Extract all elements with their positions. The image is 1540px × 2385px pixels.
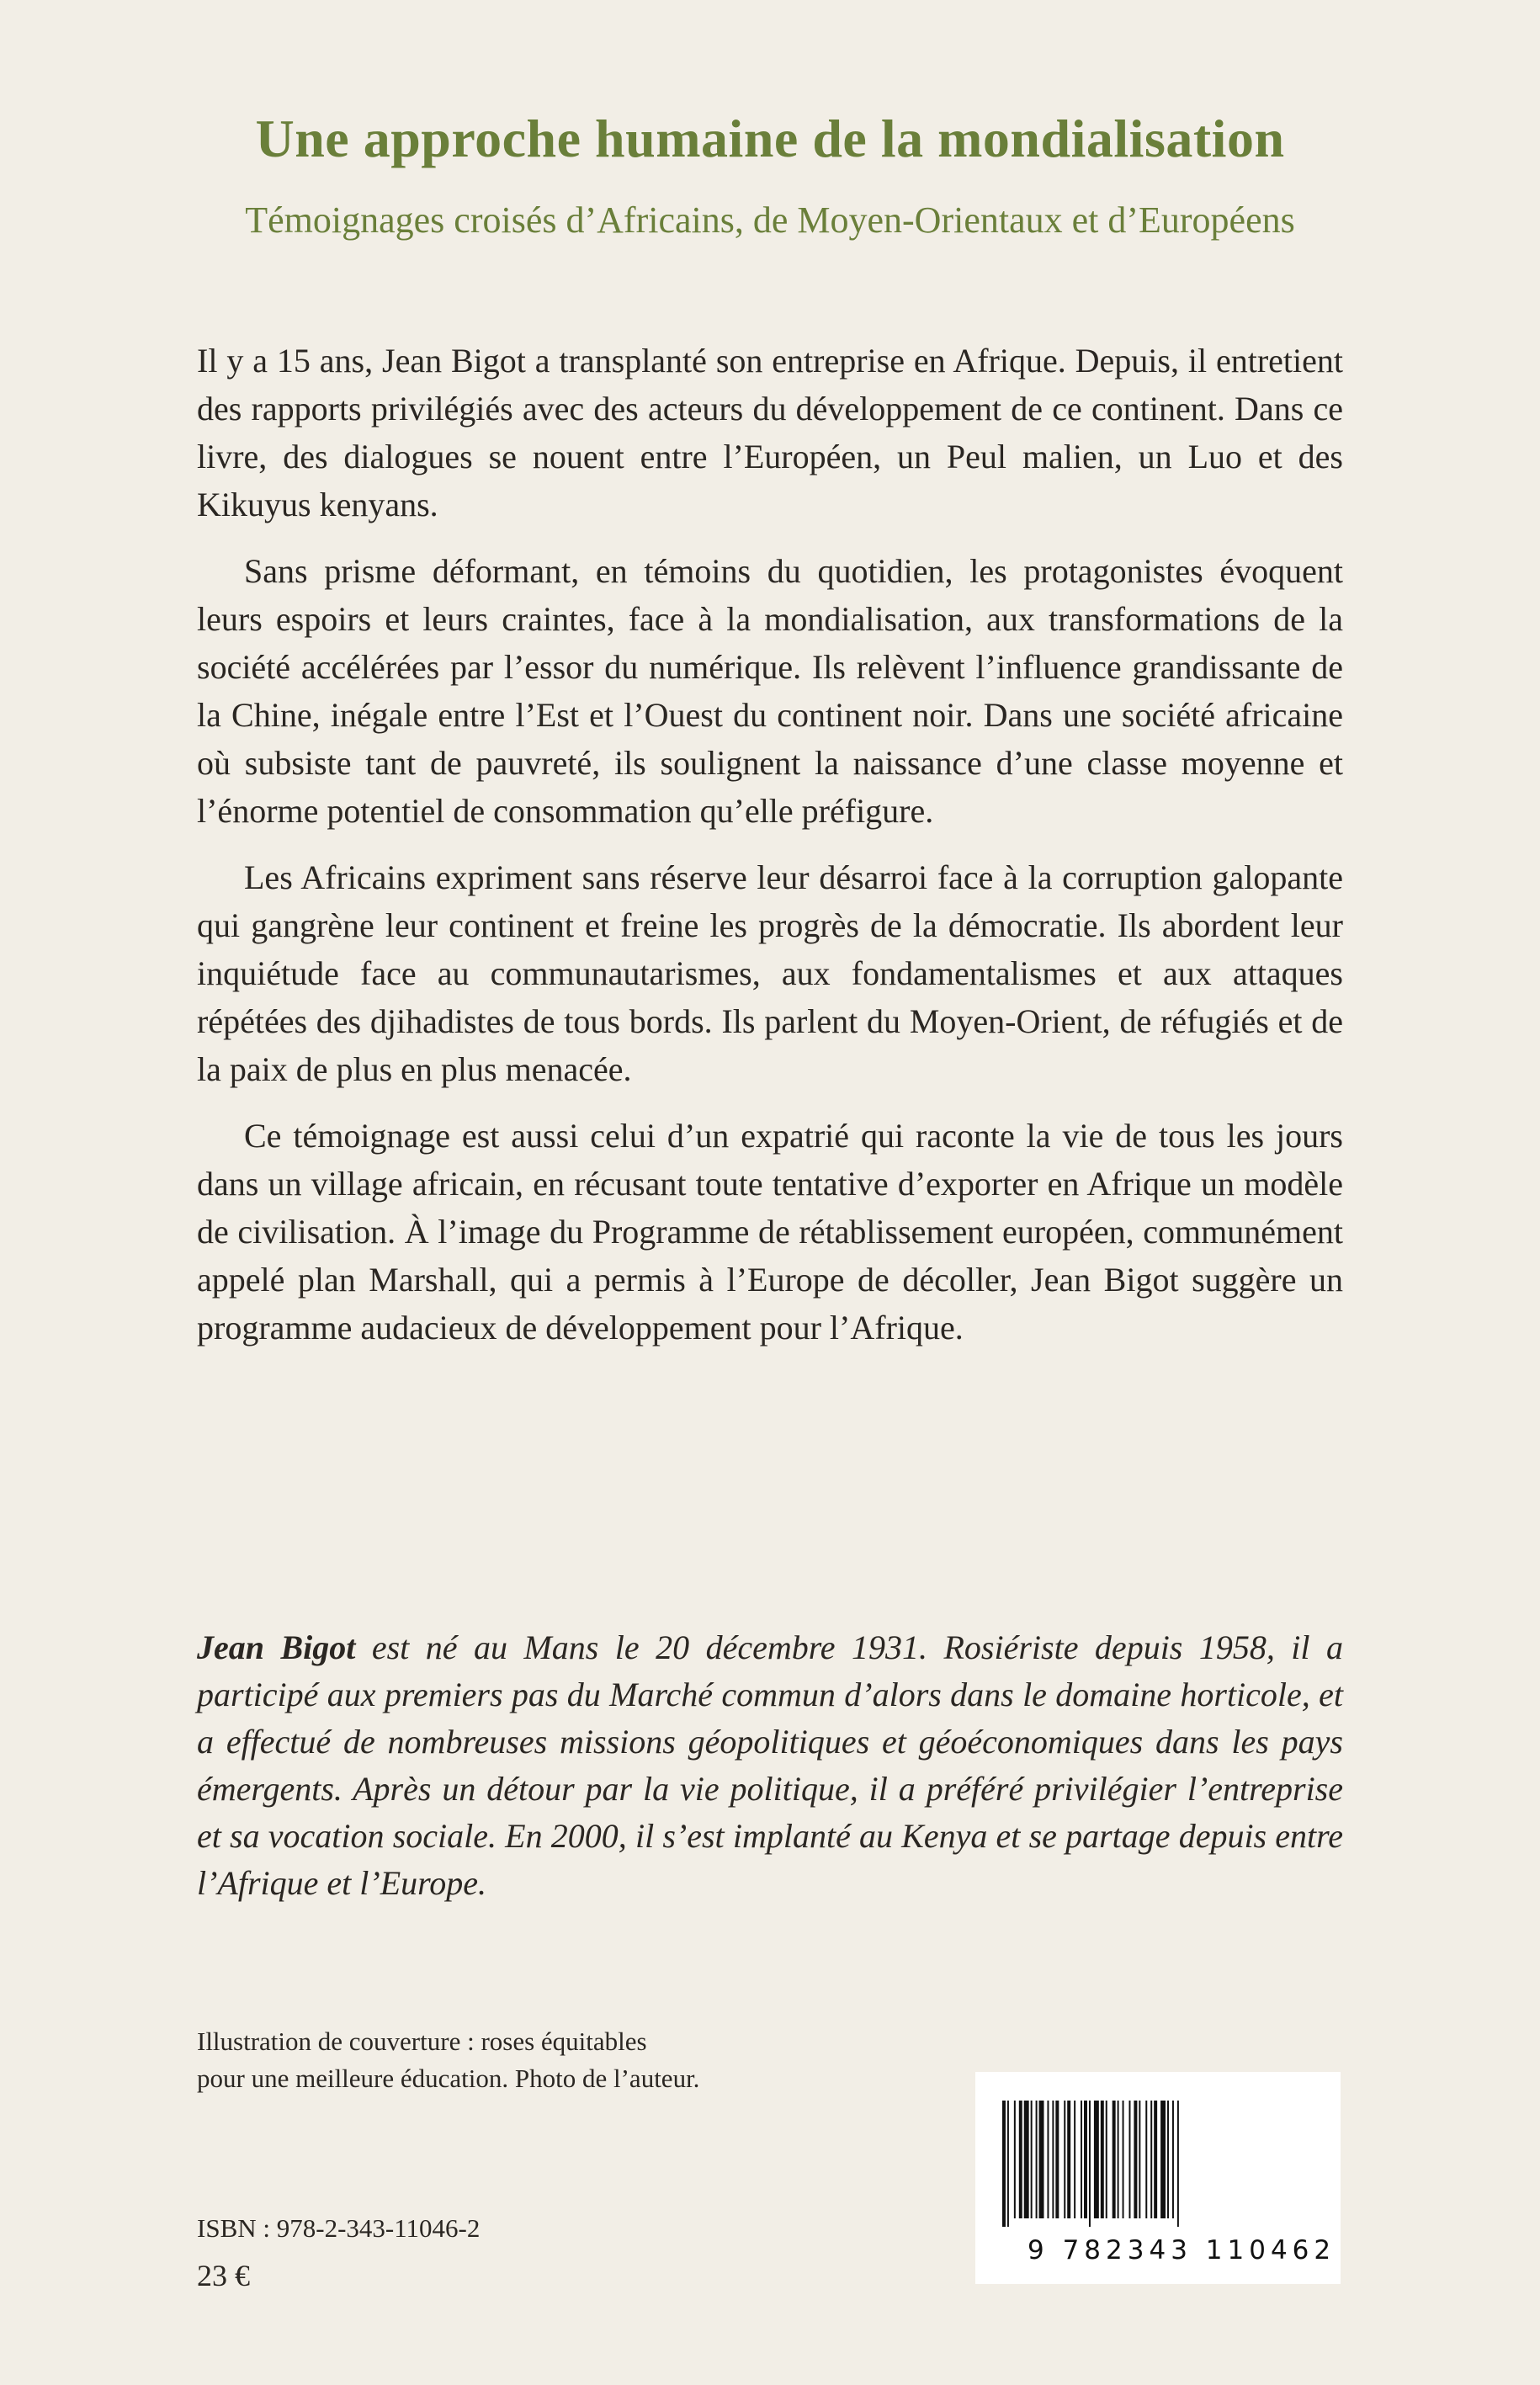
barcode-bar xyxy=(1139,2101,1140,2218)
barcode-bar xyxy=(1172,2101,1174,2218)
barcode-bar xyxy=(1007,2101,1009,2227)
barcode-bar xyxy=(1031,2101,1033,2218)
barcode-bar xyxy=(1160,2101,1166,2218)
price: 23 € xyxy=(197,2259,250,2292)
author-name: Jean Bigot xyxy=(197,1628,356,1666)
cover-credit-line: Illustration de couverture : roses équitables xyxy=(197,2026,647,2056)
blurb-paragraph: Il y a 15 ans, Jean Bigot a transplanté son entreprise en Afrique. Depuis, il entretient des rapports privilégiés avec des acteurs du développement de ce continent. Dans ce livre, des dialogues se nouent entre l’Européen, un Peul malien, un Luo et des Kikuyus kenyans. xyxy=(197,342,1343,523)
barcode-bar xyxy=(1118,2101,1119,2218)
barcode-bar xyxy=(1024,2101,1029,2218)
barcode-bar xyxy=(1064,2101,1065,2218)
isbn: ISBN : 978-2-343-11046-2 xyxy=(197,2213,481,2243)
cover-credit-line: pour une meilleure éducation. Photo de l’auteur. xyxy=(197,2064,700,2093)
barcode-bar xyxy=(1039,2101,1044,2218)
barcode-bar xyxy=(1019,2101,1022,2218)
book-subtitle: Témoignages croisés d’Africains, de Moyen-Orientaux et d’Européens xyxy=(245,199,1295,241)
barcode-bar xyxy=(1150,2101,1152,2218)
barcode-bar xyxy=(1089,2101,1091,2227)
barcode-bar xyxy=(1113,2101,1116,2218)
barcode-bar xyxy=(1094,2101,1099,2218)
blurb-paragraph: Les Africains expriment sans réserve leur désarroi face à la corruption galopante qui gangrène leur continent et freine les progrès de la démocratie. Ils abordent leur inquiétude face au communautarismes, aux fondamentalismes et aux attaques répétées des djihadistes de tous bords. Ils parlent du Moyen-Orient, de réfugiés et de la paix de plus en plus menacée. xyxy=(197,858,1343,1088)
barcode-bar xyxy=(1106,2101,1107,2218)
barcode-bar xyxy=(1154,2101,1157,2218)
blurb-paragraph: Ce témoignage est aussi celui d’un expatrié qui raconte la vie de tous les jours dans un village africain, en récusant toute tentative d’exporter en Afrique un modèle de civilisation. À l’image du Programme de rétablissement européen, communément appelé plan Marshall, qui a permis à l’Europe de décoller, Jean Bigot suggère un programme audacieux de développement pour l’Afrique. xyxy=(197,1117,1343,1347)
barcode-bar xyxy=(1081,2101,1082,2218)
barcode-bar xyxy=(1047,2101,1049,2218)
book-title: Une approche humaine de la mondialisation xyxy=(255,109,1285,168)
author-bio xyxy=(197,1624,1343,1907)
back-cover-blurb xyxy=(197,337,1343,1370)
barcode-bar xyxy=(1177,2101,1179,2227)
barcode-bar xyxy=(1052,2101,1054,2218)
barcode-bar xyxy=(1067,2101,1070,2218)
barcode-bar xyxy=(1167,2101,1169,2218)
author-bio-text: est né au Mans le 20 décembre 1931. Rosiériste depuis 1958, il a participé aux premiers pas du Marché commun d’alors dans le domaine horticole, et a effectué de nombreuses missions géopolitiques et géoéconomiques dans les pays émergents. Après un détour par la vie politique, il a préféré privilégier l’entreprise et sa vocation sociale. En 2000, il s’est implanté au Kenya et se partage depuis entre l’Afrique et l’Europe. xyxy=(197,1628,1343,1902)
barcode-bar xyxy=(1014,2101,1016,2218)
cover-credit xyxy=(197,2023,853,2097)
barcode xyxy=(975,2072,1341,2284)
barcode-bar xyxy=(1084,2101,1087,2218)
barcode-bar xyxy=(1128,2101,1130,2218)
barcode-bar xyxy=(1134,2101,1137,2218)
barcode-bars xyxy=(994,2101,1322,2227)
barcode-bar xyxy=(1036,2101,1038,2218)
barcode-bar xyxy=(1055,2101,1059,2218)
barcode-bar xyxy=(1123,2101,1124,2218)
blurb-paragraph: Sans prisme déformant, en témoins du quotidien, les protagonistes évoquent leurs espoirs et leurs craintes, face à la mondialisation, aux transformations de la société accélérées par l’essor du numérique. Ils relèvent l’influence grandissante de la Chine, inégale entre l’Est et l’Ouest du continent noir. Dans une société africaine où subsiste tant de pauvreté, ils soulignent la naissance d’une classe moyenne et l’énorme potentiel de consommation qu’elle préfigure. xyxy=(197,552,1343,830)
barcode-bar xyxy=(1002,2101,1006,2227)
barcode-bar xyxy=(1101,2101,1104,2218)
barcode-bar xyxy=(1074,2101,1075,2218)
barcode-digits: 9 782343 110462 xyxy=(1028,2235,1336,2265)
barcode-bar xyxy=(1145,2101,1147,2218)
